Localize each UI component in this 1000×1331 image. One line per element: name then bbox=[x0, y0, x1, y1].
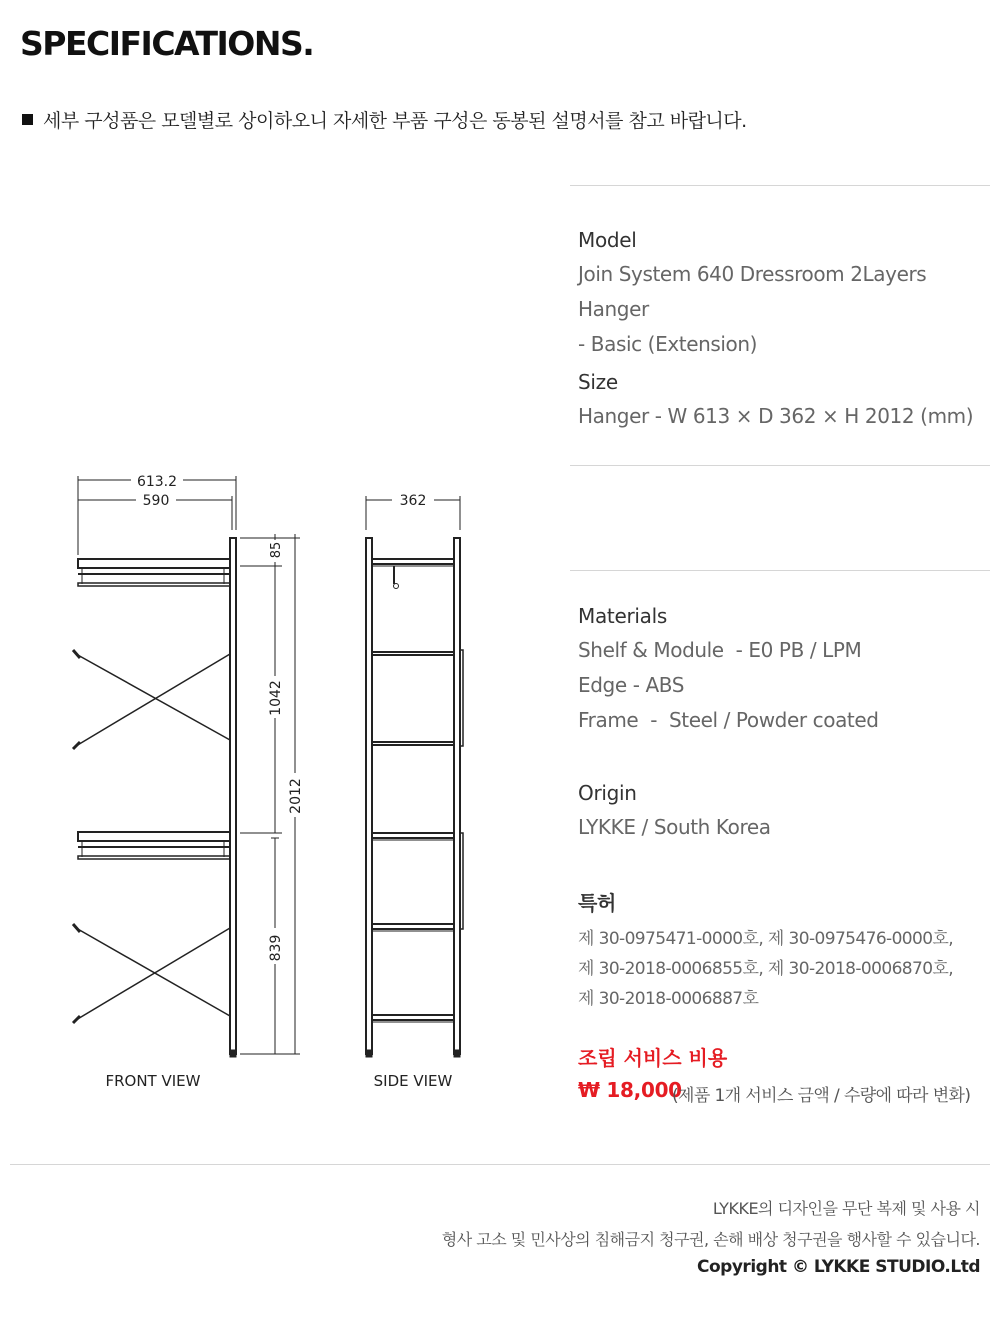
notice-text bbox=[22, 106, 747, 133]
origin-value: LYKKE / South Korea bbox=[578, 815, 771, 839]
spec-materials bbox=[578, 604, 879, 738]
origin-label: Origin bbox=[578, 781, 637, 805]
size-label: Size bbox=[578, 370, 618, 394]
side-post-right bbox=[454, 538, 460, 1054]
side-view-caption: SIDE VIEW bbox=[373, 1072, 453, 1090]
front-shelf-middle bbox=[78, 832, 230, 841]
label-total-height: 2012 bbox=[288, 778, 304, 814]
materials-label: Materials bbox=[578, 604, 667, 628]
front-brace-upper bbox=[76, 654, 230, 740]
service-note: (제품 1개 서비스 금액 / 수량에 따라 변화) bbox=[672, 1086, 971, 1106]
spec-size bbox=[578, 370, 973, 434]
side-shelf bbox=[372, 833, 454, 838]
label-upper-section: 1042 bbox=[268, 680, 284, 716]
divider-top bbox=[570, 185, 990, 186]
side-shelf bbox=[372, 742, 454, 745]
technical-drawing bbox=[0, 460, 520, 1100]
label-depth: 362 bbox=[399, 493, 427, 509]
size-value: Hanger - W 613 × D 362 × H 2012 (mm) bbox=[578, 404, 974, 428]
divider-footer bbox=[10, 1164, 990, 1165]
patent-line: 제 30-2018-0006855호, 제 30-2018-0006870호, bbox=[578, 959, 954, 979]
page-title: SPECIFICATIONS. bbox=[20, 24, 314, 63]
spec-model bbox=[578, 228, 1000, 362]
footer-line-2: 형사 고소 및 민사상의 침해금지 청구권, 손해 배상 청구권을 행사할 수 있습니다. bbox=[441, 1230, 980, 1249]
side-shelf bbox=[372, 559, 454, 564]
copyright-text: Copyright © LYKKE STUDIO.Ltd bbox=[697, 1257, 980, 1277]
material-item: Edge - ABS bbox=[578, 673, 685, 697]
label-overall-width: 613.2 bbox=[136, 474, 178, 490]
front-view-caption: FRONT VIEW bbox=[105, 1072, 201, 1090]
spec-patent bbox=[578, 887, 953, 1014]
side-post-left bbox=[366, 538, 372, 1054]
model-line-2: - Basic (Extension) bbox=[578, 332, 758, 356]
divider-mid-2 bbox=[570, 570, 990, 571]
service-price: ₩ 18,000 bbox=[578, 1078, 682, 1102]
side-shelf bbox=[372, 1015, 454, 1020]
service-label: 조립 서비스 비용 bbox=[578, 1046, 728, 1070]
footer-line-1: LYKKE의 디자인을 무단 복제 및 사용 시 bbox=[712, 1199, 980, 1218]
front-shelf-top bbox=[78, 559, 230, 568]
label-inner-width: 590 bbox=[142, 493, 170, 509]
front-post bbox=[230, 538, 236, 1054]
square-bullet-icon bbox=[22, 114, 33, 125]
model-line-1: Join System 640 Dressroom 2Layers Hanger bbox=[578, 262, 927, 321]
notice-label: 세부 구성품은 모델별로 상이하오니 자세한 부품 구성은 동봉된 설명서를 참고 바랍니다. bbox=[43, 110, 747, 132]
label-lower-section: 839 bbox=[268, 934, 284, 962]
model-label: Model bbox=[578, 228, 637, 252]
patent-line: 제 30-2018-0006887호 bbox=[578, 989, 759, 1009]
side-shelf bbox=[372, 652, 454, 655]
material-item: Frame - Steel / Powder coated bbox=[578, 708, 879, 732]
side-shelf bbox=[372, 924, 454, 929]
material-item: Shelf & Module - E0 PB / LPM bbox=[578, 638, 862, 662]
spec-origin bbox=[578, 781, 771, 845]
divider-mid-1 bbox=[570, 465, 990, 466]
label-top-offset: 85 bbox=[269, 541, 284, 559]
patent-label: 특허 bbox=[578, 891, 617, 915]
patent-line: 제 30-0975471-0000호, 제 30-0975476-0000호, bbox=[578, 929, 954, 949]
